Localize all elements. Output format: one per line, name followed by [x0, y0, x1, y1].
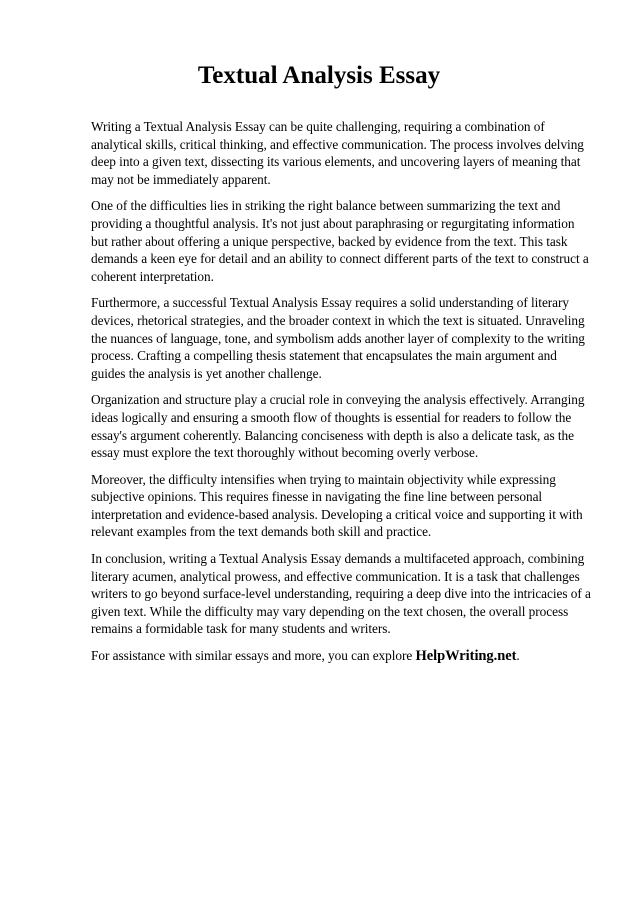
- helpwriting-link[interactable]: HelpWriting.net: [415, 648, 517, 665]
- closing-period: .: [516, 648, 520, 664]
- paragraph-1: Writing a Textual Analysis Essay can be quite challenging, requiring a combination of analytical skills, critical thinking, and effective communication. The process involves delving deep into a given text, dissecting its various elements, and uncovering layers of meaning that may not be immediately apparent.: [91, 119, 584, 187]
- document-title: Textual Analysis Essay: [197, 62, 441, 89]
- closing-paragraph: [91, 647, 591, 666]
- paragraph-2: One of the difficulties lies in striking the right balance between summarizing the text and providing a thoughtful analysis. It's not just about paraphrasing or regurgitating information but rather about offering a unique perspective, backed by evidence from the text. This task demands a keen eye for detail and an ability to connect different parts of the text to construct a coherent interpretation.: [91, 198, 589, 284]
- paragraph-6: In conclusion, writing a Textual Analysis Essay demands a multifaceted approach, combining literary acumen, analytical prowess, and effective communication. It is a task that challenges writers to go beyond surface-level understanding, requiring a deep dive into the intricacies of a given text. While the difficulty may vary depending on the text chosen, the overall process remains a formidable task for many students and writers.: [91, 551, 591, 637]
- paragraph-4: Organization and structure play a crucial role in conveying the analysis effectively. Arranging ideas logically and ensuring a smooth flow of thoughts is essential for readers to follow the essay's argument coherently. Balancing conciseness with depth is also a delicate task, as the essay must explore the text thoroughly without becoming overly verbose.: [91, 392, 585, 461]
- closing-text: For assistance with similar essays and more, you can explore: [91, 648, 416, 664]
- paragraph-5: Moreover, the difficulty intensifies when trying to maintain objectivity while expressing subjective opinions. This requires finesse in navigating the fine line between personal interpretation and evidence-based analysis. Developing a critical voice and supporting it with relevant examples from the text demands both skill and practice.: [91, 471, 583, 540]
- document-body: [91, 118, 591, 675]
- paragraph-3: Furthermore, a successful Textual Analysis Essay requires a solid understanding of literary devices, rhetorical strategies, and the broader context in which the text is situated. Unraveling the nuances of language, tone, and symbolism adds another layer of complexity to the writing process. Crafting a compelling thesis statement that encapsulates the main argument and guides the analysis is yet another challenge.: [91, 295, 585, 381]
